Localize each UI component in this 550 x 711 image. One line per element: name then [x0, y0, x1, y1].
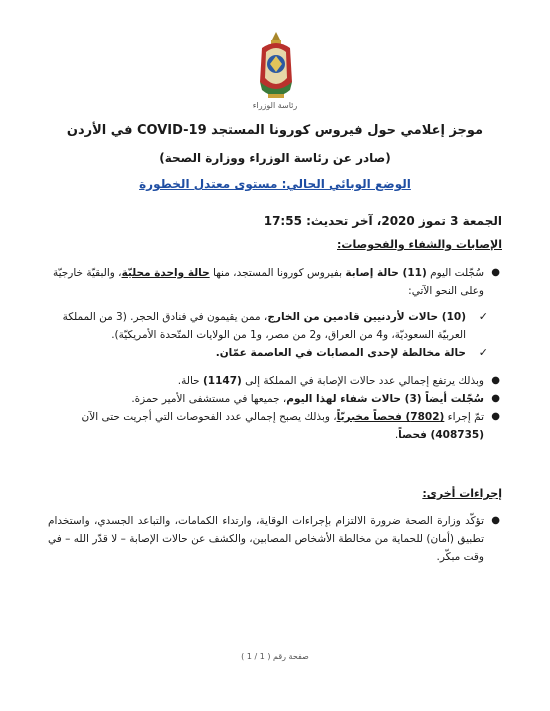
- text: وعلى النحو الآتي:: [408, 285, 484, 297]
- bullet-icon: ●: [491, 267, 500, 278]
- list-item: [48, 344, 502, 362]
- text: ، والبقيّة خارجيّة: [52, 267, 122, 279]
- date-line: الجمعة 3 تموز 2020، آخر تحديث: 17:55: [263, 214, 502, 228]
- bullet-icon: ●: [491, 393, 500, 404]
- emblem-caption: رئاسة الوزراء: [252, 101, 298, 110]
- epidemic-status: [40, 177, 510, 191]
- page-title: موجز إعلامي حول فيروس كورونا المستجد COVID-19 في الأردن: [66, 123, 484, 138]
- bullet-icon: ●: [491, 375, 500, 386]
- emphasis: (408735) فحصاً: [398, 429, 484, 441]
- text: ، جميعها في مستشفى الأمير حمزة.: [131, 393, 287, 405]
- bullet-icon: ●: [491, 515, 500, 526]
- emphasis: (11) حالة إصابة: [345, 267, 427, 279]
- checkmark-icon: ✓: [478, 310, 488, 323]
- cases-section-body: [48, 264, 502, 444]
- epidemic-status-label: الوضع الوبائي الحالي: مستوى معتدل الخطورة: [139, 177, 411, 191]
- text: ، ممن يقيمون في فنادق الحجر. (3 من المملكة العربيّة السعوديّة، و4 من العراق، و2 من مصر، و1 من الولايات المتّحدة الأمريكيّة).: [62, 311, 466, 341]
- text: ، وبذلك يصبح إجمالي عدد الفحوصات التي أجريت حتى الآن: [81, 411, 337, 423]
- emphasis: (1147): [202, 375, 242, 387]
- text: حالة.: [177, 375, 203, 387]
- list-item: [48, 512, 502, 566]
- page-number: صفحة رقم ( 1 / 1 ): [241, 652, 309, 661]
- jordan-coat-of-arms-icon: [254, 30, 298, 110]
- list-item: [48, 264, 502, 300]
- text: .: [394, 429, 399, 441]
- emphasis: سُجّلت أيضاً (3) حالات شفاء لهذا اليوم: [286, 393, 484, 405]
- emphasis: (10) حالات لأردنيين قادمين من الخارج: [267, 311, 466, 323]
- page-subtitle: (صادر عن رئاسة الوزراء ووزارة الصحة): [159, 151, 391, 165]
- text: سُجّلت اليوم: [426, 267, 484, 279]
- emphasis: حالة واحدة محليّة: [121, 267, 210, 279]
- section-heading-cases: الإصابات والشفاء والفحوصات:: [337, 238, 502, 251]
- section-heading-other: إجراءات أخرى:: [422, 487, 502, 500]
- other-section-body: [48, 512, 502, 566]
- bullet-icon: ●: [491, 411, 500, 422]
- checkmark-icon: ✓: [478, 346, 488, 359]
- emphasis: (7802) فحصاً مخبريّاً: [336, 411, 445, 423]
- list-item: [48, 372, 502, 390]
- text: وبذلك يرتفع إجمالي عدد حالات الإصابة في المملكة إلى: [241, 375, 484, 387]
- text: تمّ إجراء: [444, 411, 484, 423]
- emphasis: حالة مخالطة لإحدى المصابات في العاصمة عمّان.: [215, 347, 466, 359]
- text: بفيروس كورونا المستجد، منها: [209, 267, 346, 279]
- list-item: [48, 390, 502, 408]
- text: تؤكّد وزارة الصحة ضرورة الالتزام بإجراءات الوقاية، وارتداء الكمامات، والتباعد الجسدي، واستخدام تطبيق (أمان) للحماية من مخالطة الأشخاص المصابين، والكشف عن حالات الإصابة – لا قدّر الله – في وقت مبكّر.: [48, 515, 484, 563]
- list-item: [48, 308, 502, 344]
- list-item: [48, 408, 502, 444]
